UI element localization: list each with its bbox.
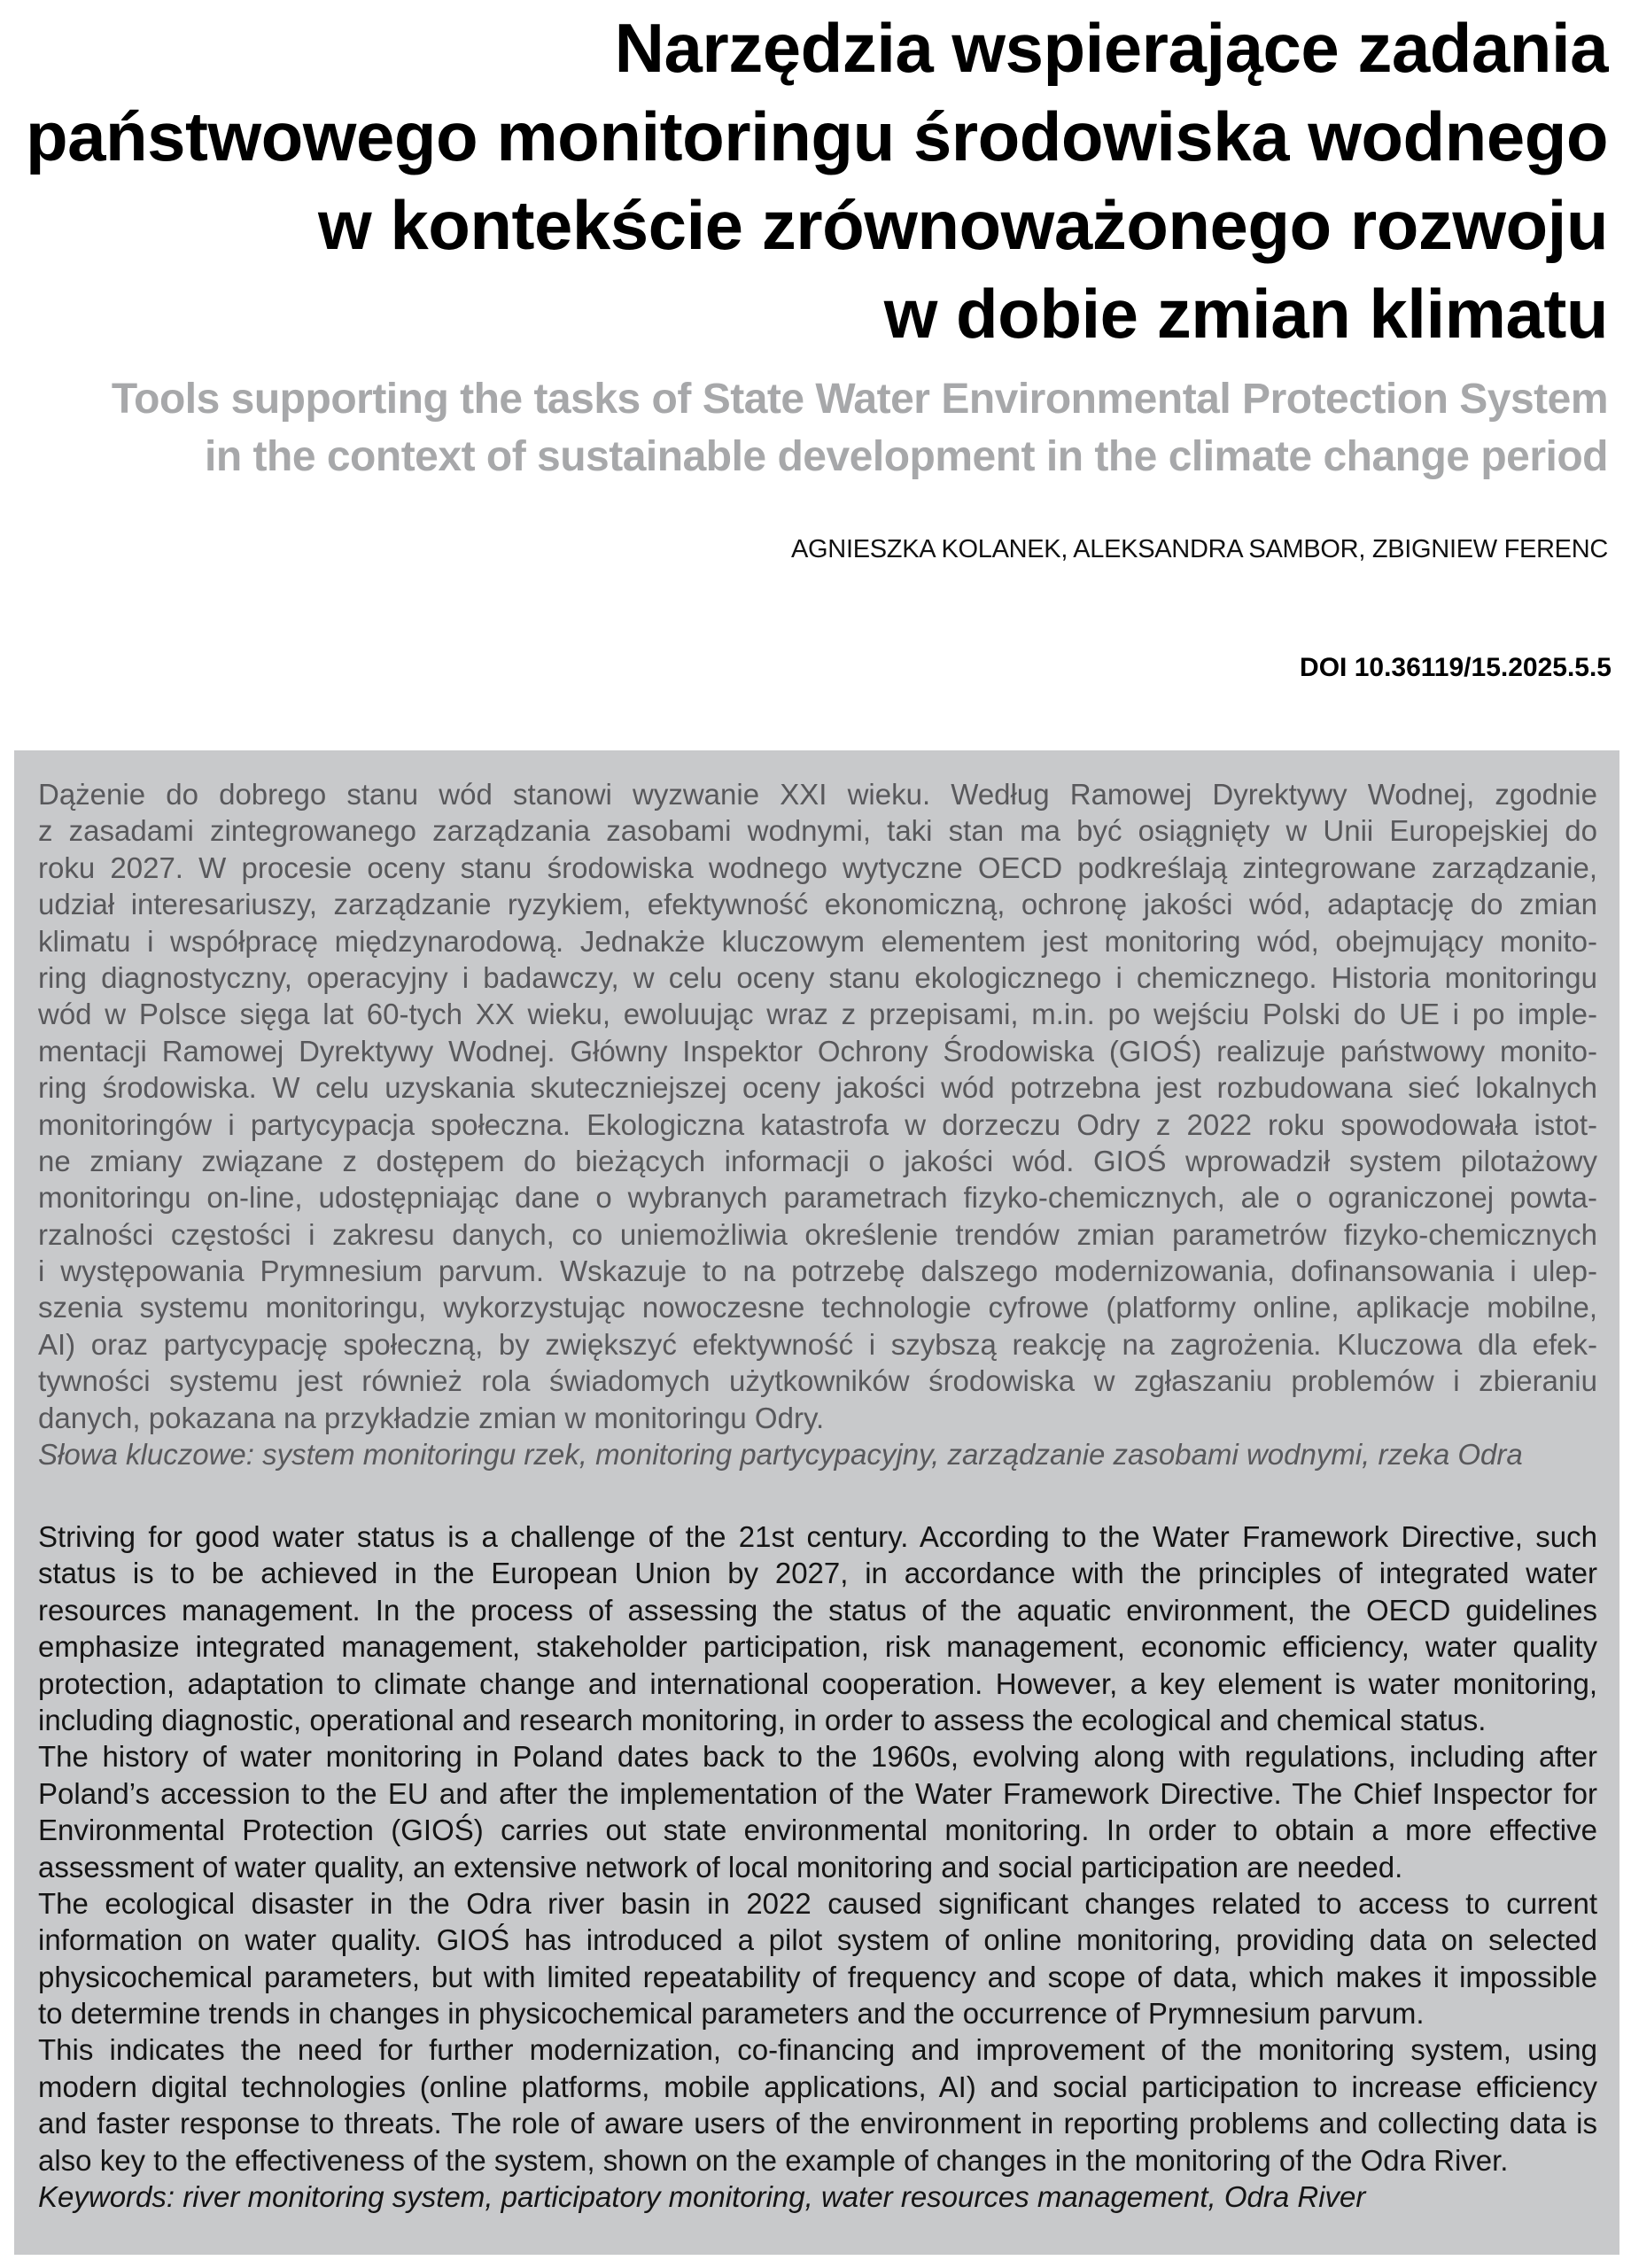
- abstract-en-line-text: protection, adaptation to climate change and international cooperation. However, a key element is water monitoring,: [38, 1666, 1597, 1700]
- abstract-en-line-text: The ecological disaster in the Odra river basin in 2022 caused significant changes related to access to current: [38, 1886, 1597, 1920]
- abstract-polish: [38, 776, 1597, 1472]
- abstract-pl-line: [38, 1107, 1597, 1143]
- abstract-en-line: [38, 2069, 1597, 2105]
- abstract-en-line: [38, 1959, 1597, 1995]
- abstract-pl-line-text: tywności systemu jest również rola świadomych użytkowników środowiska w zgłaszaniu problemów i zbieraniu: [38, 1364, 1597, 1398]
- abstract-en-line: [38, 1518, 1597, 1555]
- abstract-en-line-text: also key to the effectiveness of the system, shown on the example of changes in the monitoring of the Odra River.: [38, 2143, 1509, 2177]
- abstract-pl-line: [38, 1400, 1597, 1436]
- keywords-en: [38, 2179, 1597, 2215]
- abstract-en-line-text: information on water quality. GIOŚ has introduced a pilot system of online monitoring, providing data on selected: [38, 1923, 1597, 1957]
- abstract-en-line-text: resources management. In the process of assessing the status of the aquatic environment, the OECD guidelines: [38, 1593, 1597, 1627]
- title-line-text: państwowego monitoringu środowiska wodnego: [25, 97, 1608, 175]
- abstract-pl-line-text: wód w Polsce sięga lat 60-tych XX wieku, ewoluując wraz z przepisami, m.in. po wejściu Polski do UE i po imple-: [38, 998, 1597, 1031]
- abstract-pl-line-text: klimatu i współpracę międzynarodową. Jednakże kluczowym elementem jest monitoring wód, obejmujący monito-: [38, 924, 1597, 958]
- abstract-en-line: [38, 1775, 1597, 1812]
- abstract-pl-line: [38, 1326, 1597, 1363]
- abstract-pl-line: [38, 1363, 1597, 1399]
- abstract-pl-line: [38, 1069, 1597, 1106]
- keywords-en-text: Keywords: river monitoring system, participatory monitoring, water resources management, Odra River: [38, 2180, 1366, 2214]
- abstract-pl-line: [38, 1033, 1597, 1069]
- abstract-en-line: [38, 2031, 1597, 2068]
- subtitle-line: [13, 428, 1608, 485]
- abstract-english: [38, 1518, 1597, 2215]
- abstract-pl-line-text: mentacji Ramowej Dyrektywy Wodnej. Główny Inspektor Ochrony Środowiska (GIOŚ) realizuje państwowy monito-: [38, 1034, 1597, 1068]
- title-line-text: Narzędzia wspierające zadania: [614, 9, 1608, 87]
- abstract-en-line: [38, 1702, 1597, 1738]
- abstract-en-line-text: modern digital technologies (online platforms, mobile applications, AI) and social participation to increase efficiency: [38, 2070, 1597, 2103]
- abstract-en-line: [38, 1628, 1597, 1665]
- title-line: [13, 4, 1608, 92]
- abstract-pl-line-text: Dążenie do dobrego stanu wód stanowi wyzwanie XXI wieku. Według Ramowej Dyrektywy Wodnej, zgodnie: [38, 778, 1597, 811]
- article-title: [13, 4, 1608, 358]
- abstract-pl-line-text: monitoringu on-line, udostępniając dane o wybranych parametrach fizyko-chemicznych, ale o ograniczonej powta-: [38, 1181, 1597, 1215]
- abstract-pl-line-text: i występowania Prymnesium parvum. Wskazuje to na potrzebę dalszego modernizowania, dofinansowania i ulep-: [38, 1254, 1597, 1288]
- abstract-pl-line: [38, 776, 1597, 812]
- abstract-en-line-text: status is to be achieved in the European Union by 2027, in accordance with the principles of integrated water: [38, 1557, 1597, 1590]
- abstract-en-line: [38, 1885, 1597, 1922]
- subtitle-line-text: in the context of sustainable development in the climate change period: [205, 433, 1608, 480]
- doi: DOI 10.36119/15.2025.5.5: [1300, 653, 1612, 682]
- abstract-en-line-text: This indicates the need for further modernization, co-financing and improvement of the monitoring system, using: [38, 2033, 1597, 2067]
- abstract-en-line-text: assessment of water quality, an extensive network of local monitoring and social participation are needed.: [38, 1850, 1403, 1884]
- abstract-en-line: [38, 1555, 1597, 1591]
- title-line: [13, 92, 1608, 181]
- abstract-pl-line: [38, 959, 1597, 996]
- abstract-pl-line: [38, 1289, 1597, 1325]
- abstract-pl-line: [38, 996, 1597, 1032]
- abstract-en-line-text: Striving for good water status is a challenge of the 21st century. According to the Water Framework Directive, such: [38, 1520, 1597, 1553]
- authors: AGNIESZKA KOLANEK, ALEKSANDRA SAMBOR, ZBIGNIEW FERENC: [791, 535, 1608, 563]
- abstract-en-line: [38, 2142, 1597, 2179]
- title-line: [13, 269, 1608, 358]
- title-line: [13, 181, 1608, 269]
- abstract-pl-line-text: roku 2027. W procesie oceny stanu środowiska wodnego wytyczne OECD podkreślają zintegrowane zarządzanie,: [38, 850, 1597, 884]
- abstract-pl-line-text: udział interesariuszy, zarządzanie ryzykiem, efektywność ekonomiczną, ochronę jakości wód, adaptację do zmian: [38, 888, 1597, 921]
- abstract-en-line: [38, 1812, 1597, 1848]
- abstract-pl-line-text: AI) oraz partycypację społeczną, by zwiększyć efektywność i szybszą reakcję na zagrożenia. Kluczowa dla efek-: [38, 1327, 1597, 1361]
- abstract-en-line: [38, 1666, 1597, 1702]
- article-subtitle-english: [13, 370, 1608, 485]
- abstract-pl-line: [38, 886, 1597, 922]
- abstract-en-line-text: emphasize integrated management, stakeholder participation, risk management, economic efficiency, water quality: [38, 1630, 1597, 1664]
- abstract-pl-line-text: rzalności częstości i zakresu danych, co uniemożliwia określenie trendów zmian parametrów fizyko-chemicznych: [38, 1217, 1597, 1251]
- keywords-pl-text: Słowa kluczowe: system monitoringu rzek, monitoring partycypacyjny, zarządzanie zasobami wodnymi, rzeka Odra: [38, 1438, 1523, 1472]
- abstract-en-line-text: physicochemical parameters, but with limited repeatability of frequency and scope of data, which makes it impossible: [38, 1960, 1597, 1993]
- abstract-pl-line: [38, 850, 1597, 886]
- subtitle-line-text: Tools supporting the tasks of State Water Environmental Protection System: [111, 376, 1608, 423]
- abstract-en-line-text: Poland’s accession to the EU and after the implementation of the Water Framework Directive. The Chief Inspector for: [38, 1776, 1597, 1810]
- abstract-pl-line-text: ne zmiany związane z dostępem do bieżących informacji o jakości wód. GIOŚ wprowadził system pilotażowy: [38, 1144, 1597, 1177]
- abstract-pl-line: [38, 923, 1597, 959]
- abstract-en-line-text: including diagnostic, operational and research monitoring, in order to assess the ecological and chemical status.: [38, 1703, 1487, 1736]
- abstract-pl-line: [38, 1179, 1597, 1216]
- abstract-pl-line-text: ring diagnostyczny, operacyjny i badawczy, w celu oceny stanu ekologicznego i chemicznego. Historia monitoringu: [38, 960, 1597, 994]
- abstract-pl-line-text: danych, pokazana na przykładzie zmian w monitoringu Odry.: [38, 1401, 825, 1434]
- abstract-en-line-text: Environmental Protection (GIOŚ) carries out state environmental monitoring. In order to obtain a more effective: [38, 1814, 1597, 1847]
- abstract-en-line: [38, 1592, 1597, 1628]
- abstract-en-line-text: to determine trends in changes in physicochemical parameters and the occurrence of Prymnesium parvum.: [38, 1997, 1425, 2031]
- abstract-pl-line: [38, 812, 1597, 849]
- keywords-pl: [38, 1436, 1597, 1472]
- abstract-en-line: [38, 1738, 1597, 1775]
- abstract-en-line-text: The history of water monitoring in Poland dates back to the 1960s, evolving along with regulations, including after: [38, 1740, 1597, 1774]
- subtitle-line: [13, 370, 1608, 428]
- abstract-en-line: [38, 1995, 1597, 2031]
- title-line-text: w dobie zmian klimatu: [883, 275, 1608, 353]
- abstract-pl-line: [38, 1143, 1597, 1179]
- abstract-pl-line-text: szenia systemu monitoringu, wykorzystując nowoczesne technologie cyfrowe (platformy online, aplikacje mobilne,: [38, 1291, 1597, 1324]
- abstract-en-line: [38, 2105, 1597, 2141]
- abstract-pl-line-text: monitoringów i partycypacja społeczna. Ekologiczna katastrofa w dorzeczu Odry z 2022 roku spowodowała istot-: [38, 1107, 1597, 1141]
- abstract-pl-line-text: z zasadami zintegrowanego zarządzania zasobami wodnymi, taki stan ma być osiągnięty w Unii Europejskiej do: [38, 814, 1597, 848]
- abstract-en-line: [38, 1849, 1597, 1885]
- abstract-pl-line: [38, 1216, 1597, 1253]
- abstract-en-line: [38, 1922, 1597, 1958]
- abstract-pl-line-text: ring środowiska. W celu uzyskania skuteczniejszej oceny jakości wód potrzebna jest rozbudowana sieć lokalnych: [38, 1071, 1597, 1105]
- abstract-en-line-text: and faster response to threats. The role of aware users of the environment in reporting problems and collecting data is: [38, 2107, 1597, 2140]
- title-line-text: w kontekście zrównoważonego rozwoju: [317, 186, 1608, 264]
- abstract-pl-line: [38, 1253, 1597, 1289]
